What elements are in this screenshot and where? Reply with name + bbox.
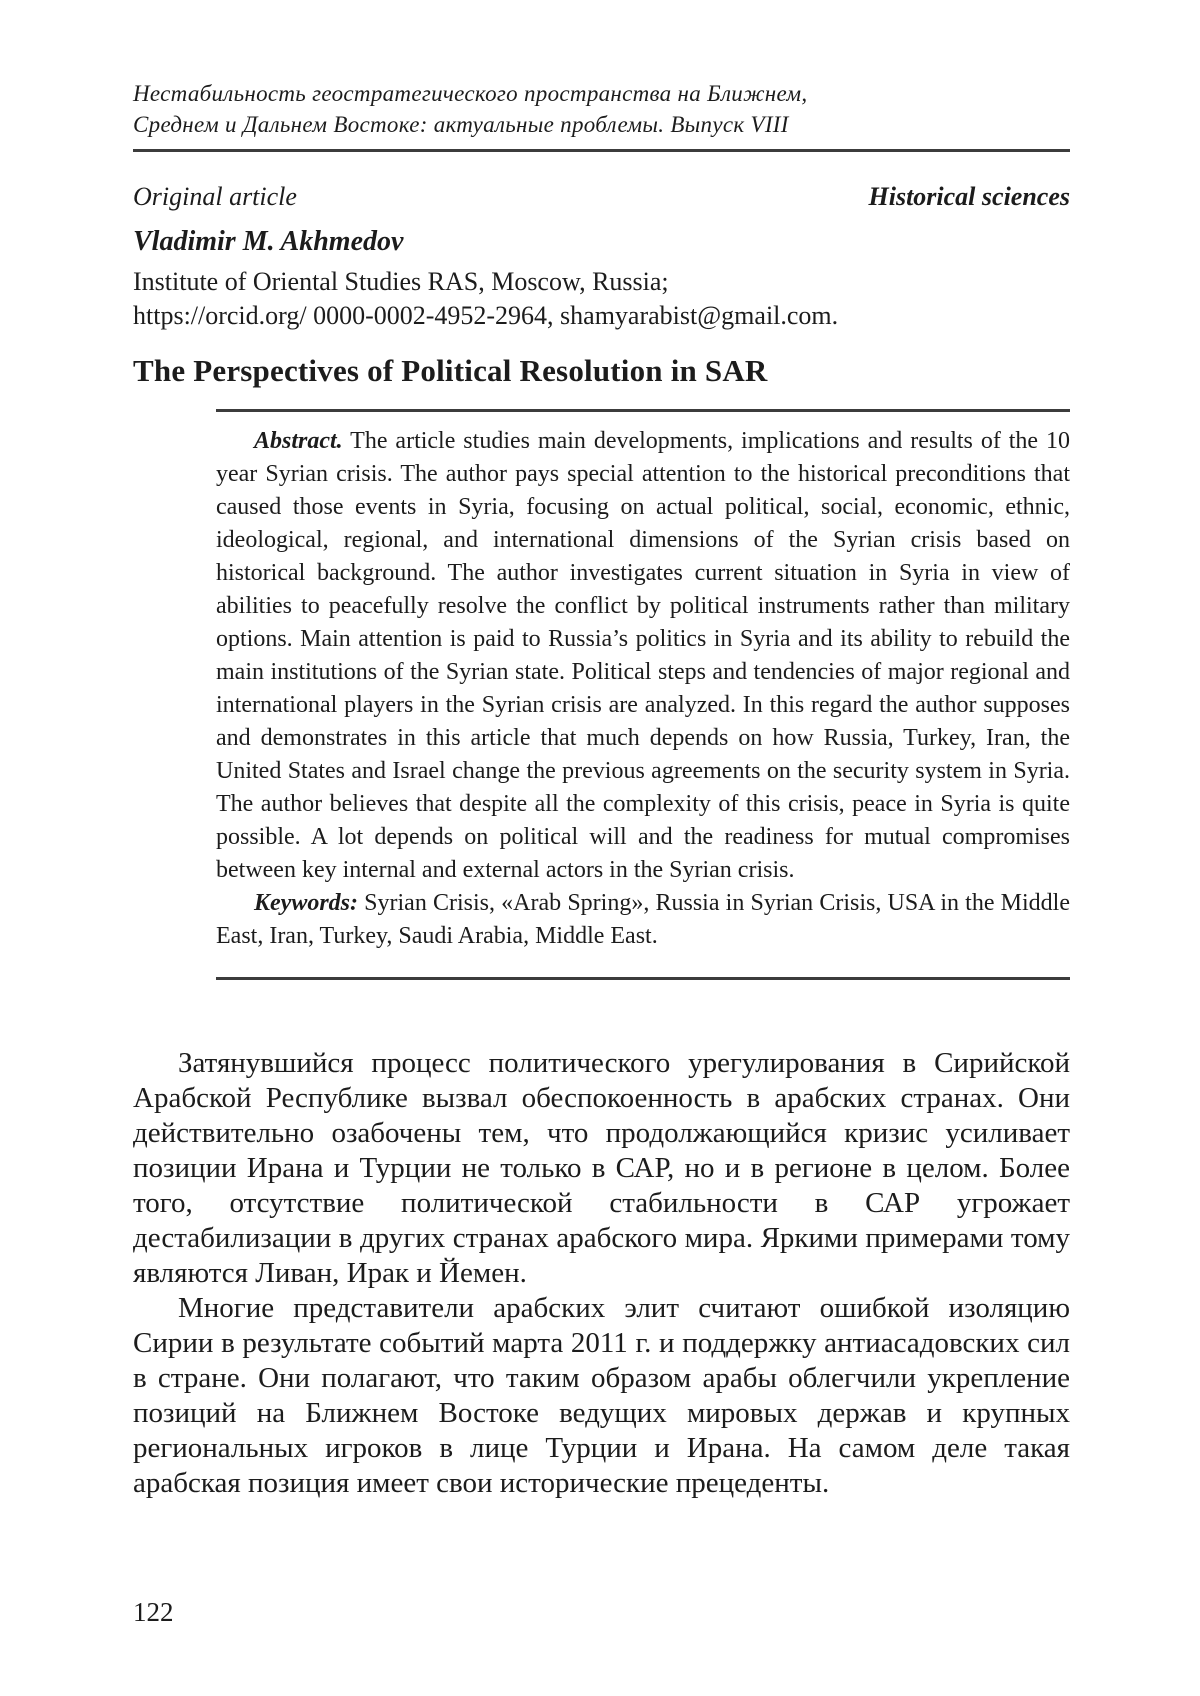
keywords-label: Keywords: (254, 890, 358, 916)
article-body (133, 1046, 1070, 1501)
article-title: The Perspectives of Political Resolution in SAR (133, 353, 768, 388)
body-paragraph-1: Затянувшийся процесс политического урегулирования в Сирийской Арабской Республике вызвал обеспокоенность в арабских странах. Они действительно озабочены тем, что продолжающийся кризис усиливает позиции Ирана и Турции не только в САР, но и в регионе в целом. Более того, отсутствие политической стабильности в САР угрожает дестабилизации в других странах арабского мира. Яркими примерами тому являются Ливан, Ирак и Йемен. (133, 1047, 1070, 1289)
contact-line: https://orcid.org/ 0000-0002-4952-2964, shamyarabist@gmail.com. (133, 301, 839, 330)
abstract-text: The article studies main developments, implications and results of the 10 year Syrian crisis. The author pays special attention to the historical preconditions that caused those events in Syria, focusing on actual political, social, economic, ethnic, ideological, regional, and international dimensions of the Syrian crisis based on historical background. The author investigates current situation in Syria in view of abilities to peacefully resolve the conflict by political instruments rather than military options. Main attention is paid to Russia’s politics in Syria and its ability to rebuild the main institutions of the Syrian state. Political steps and tendencies of major regional and international players in the Syrian crisis are analyzed. In this regard the author supposes and demonstrates in this article that much depends on how Russia, Turkey, Iran, the United States and Israel change the previous agreements on the security system in Syria. The author believes that despite all the complexity of this crisis, peace in Syria is quite possible. A lot depends on political will and the readiness for mutual compromises between key internal and external actors in the Syrian crisis. (216, 428, 1070, 883)
affiliation-line: Institute of Oriental Studies RAS, Moscow, Russia; (133, 267, 669, 296)
article-type-label: Original article (133, 182, 297, 211)
author-name: Vladimir M. Akhmedov (133, 226, 404, 257)
body-paragraph-2: Многие представители арабских элит считают ошибкой изоляцию Сирии в результате событий марта 2011 г. и поддержку антиасадовских сил в стране. Они полагают, что таким образом арабы облегчили укрепление позиций на Ближнем Востоке ведущих мировых держав и крупных региональных игроков в лице Турции и Ирана. На самом деле такая арабская позиция имеет свои исторические прецеденты. (133, 1292, 1070, 1499)
abstract-paragraph (216, 425, 1070, 887)
discipline-label: Historical sciences (868, 182, 1070, 211)
article-type-row (133, 182, 1070, 212)
abstract-label: Abstract. (254, 428, 343, 454)
keywords-paragraph (216, 887, 1070, 953)
running-header-line-2: Среднем и Дальнем Востоке: актуальные проблемы. Выпуск VIII (133, 112, 789, 137)
running-header-line-1: Нестабильность геостратегического пространства на Ближнем, (133, 81, 808, 106)
header-rule (133, 149, 1070, 152)
running-header (133, 78, 1070, 140)
page-number: 122 (133, 1597, 174, 1627)
abstract-section (216, 409, 1070, 980)
keywords-text: Syrian Crisis, «Arab Spring», Russia in Syrian Crisis, USA in the Middle East, Iran, Turkey, Saudi Arabia, Middle East. (216, 890, 1070, 949)
